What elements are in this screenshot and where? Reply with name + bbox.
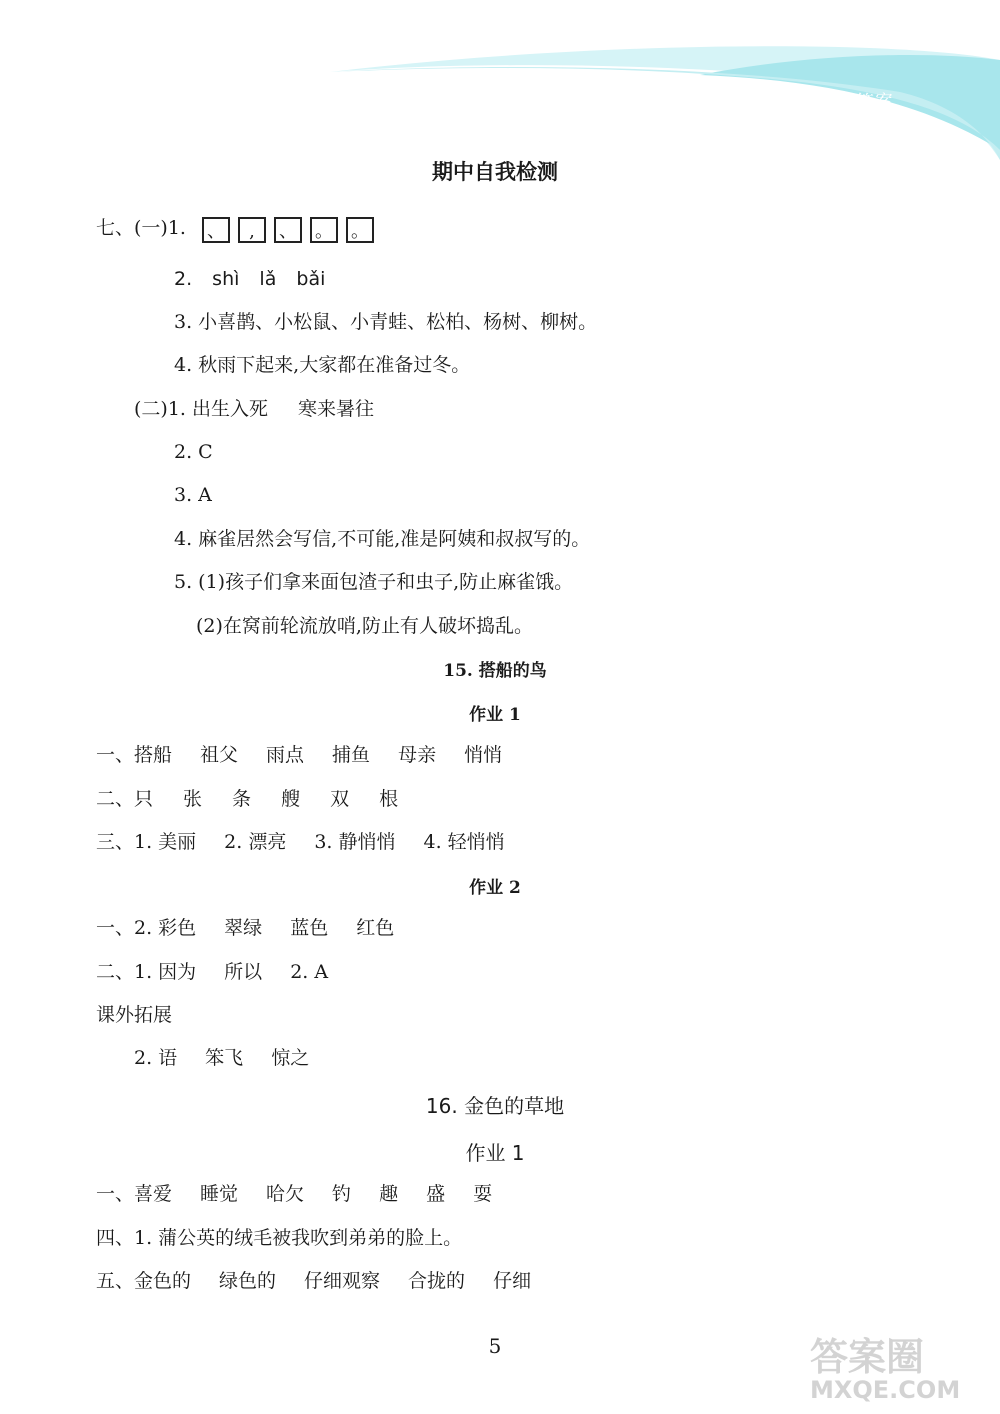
word: 4. 轻悄悄 xyxy=(423,831,505,853)
word: 二、只 xyxy=(96,788,154,810)
punct-box: , xyxy=(238,217,266,243)
l15-hw2-line1 xyxy=(96,914,394,942)
word: 2. 漂亮 xyxy=(224,831,287,853)
lesson15-hw1-title: 作业 1 xyxy=(469,705,521,725)
punct-box: 。 xyxy=(346,217,374,243)
punct-box: 、 xyxy=(274,217,302,243)
word: 睡觉 xyxy=(200,1183,239,1205)
word: 笨飞 xyxy=(205,1047,244,1069)
word: 蓝色 xyxy=(290,917,329,939)
word: 2. A xyxy=(290,961,329,983)
word: 条 xyxy=(232,788,252,810)
q7b-1-a: (二)1. 出生入死 xyxy=(134,398,268,420)
word: 绿色的 xyxy=(219,1270,277,1292)
word: 仔细观察 xyxy=(304,1270,381,1292)
word: 张 xyxy=(183,788,203,810)
page-number: 5 xyxy=(488,1334,502,1358)
word: 根 xyxy=(379,788,399,810)
punctuation-boxes xyxy=(202,215,382,243)
word: 一、搭船 xyxy=(96,744,173,766)
l16-line3 xyxy=(96,1267,531,1295)
q7b-5b: (2)在窝前轮流放哨,防止有人破坏捣乱。 xyxy=(196,615,533,637)
midterm-title: 期中自我检测 xyxy=(432,160,558,184)
q7b-2: 2. C xyxy=(174,441,213,463)
word: 耍 xyxy=(473,1183,493,1205)
l15-hw1-line2 xyxy=(96,785,398,813)
lesson16-hw1-title: 作业 1 xyxy=(465,1141,525,1165)
word: 惊之 xyxy=(271,1047,310,1069)
word: 悄悄 xyxy=(464,744,503,766)
q7-3: 3. 小喜鹊、小松鼠、小青蛙、松柏、杨树、柳树。 xyxy=(174,311,598,333)
word: 红色 xyxy=(356,917,395,939)
q7-1-prefix: 七、(一)1. xyxy=(96,217,186,239)
word: 3. 静悄悄 xyxy=(314,831,396,853)
punct-box: 、 xyxy=(202,217,230,243)
word: 雨点 xyxy=(266,744,305,766)
word: 三、1. 美丽 xyxy=(96,831,197,853)
word: 盛 xyxy=(426,1183,446,1205)
header-label: 参考答案 xyxy=(818,92,894,113)
word: 双 xyxy=(330,788,350,810)
l15-hw2-line2 xyxy=(96,958,328,986)
l16-line2: 四、1. 蒲公英的绒毛被我吹到弟弟的脸上。 xyxy=(96,1227,463,1249)
watermark-url: MXQE.COM xyxy=(810,1376,961,1404)
word: 钓 xyxy=(332,1183,352,1205)
word: 哈欠 xyxy=(266,1183,305,1205)
word: 母亲 xyxy=(398,744,437,766)
word: 所以 xyxy=(224,961,263,983)
l15-ext-line xyxy=(134,1044,309,1072)
word: 祖父 xyxy=(200,744,239,766)
word: 2. 语 xyxy=(134,1047,178,1069)
q7-1-line xyxy=(96,214,382,243)
l15-hw1-line1 xyxy=(96,741,502,769)
lesson15-hw2-title: 作业 2 xyxy=(469,878,521,898)
punct-box: 。 xyxy=(310,217,338,243)
watermark-text: 答案圈 xyxy=(810,1335,925,1379)
q7b-5a: 5. (1)孩子们拿来面包渣子和虫子,防止麻雀饿。 xyxy=(174,571,574,593)
word: 翠绿 xyxy=(224,917,263,939)
word: 二、1. 因为 xyxy=(96,961,197,983)
q7-2: 2. shì lǎ bǎi xyxy=(174,268,326,290)
watermark-logo xyxy=(790,1326,990,1406)
lesson16-title: 16. 金色的草地 xyxy=(425,1094,565,1118)
word: 艘 xyxy=(281,788,301,810)
q7b-1-b: 寒来暑往 xyxy=(298,398,375,420)
l15-hw1-line3 xyxy=(96,828,505,856)
q7b-4: 4. 麻雀居然会写信,不可能,准是阿姨和叔叔写的。 xyxy=(174,528,591,550)
word: 仔细 xyxy=(493,1270,532,1292)
word: 捕鱼 xyxy=(332,744,371,766)
word: 一、2. 彩色 xyxy=(96,917,197,939)
l16-line1 xyxy=(96,1180,492,1208)
q7b-1 xyxy=(134,395,374,423)
q7-4: 4. 秋雨下起来,大家都在准备过冬。 xyxy=(174,354,471,376)
word: 五、金色的 xyxy=(96,1270,192,1292)
word: 合拢的 xyxy=(408,1270,466,1292)
q7b-3: 3. A xyxy=(174,484,212,506)
word: 趣 xyxy=(379,1183,399,1205)
extension-label: 课外拓展 xyxy=(96,1004,173,1026)
word: 一、喜爱 xyxy=(96,1183,173,1205)
header-band xyxy=(0,0,1000,170)
lesson15-title: 15. 搭船的鸟 xyxy=(443,661,547,681)
